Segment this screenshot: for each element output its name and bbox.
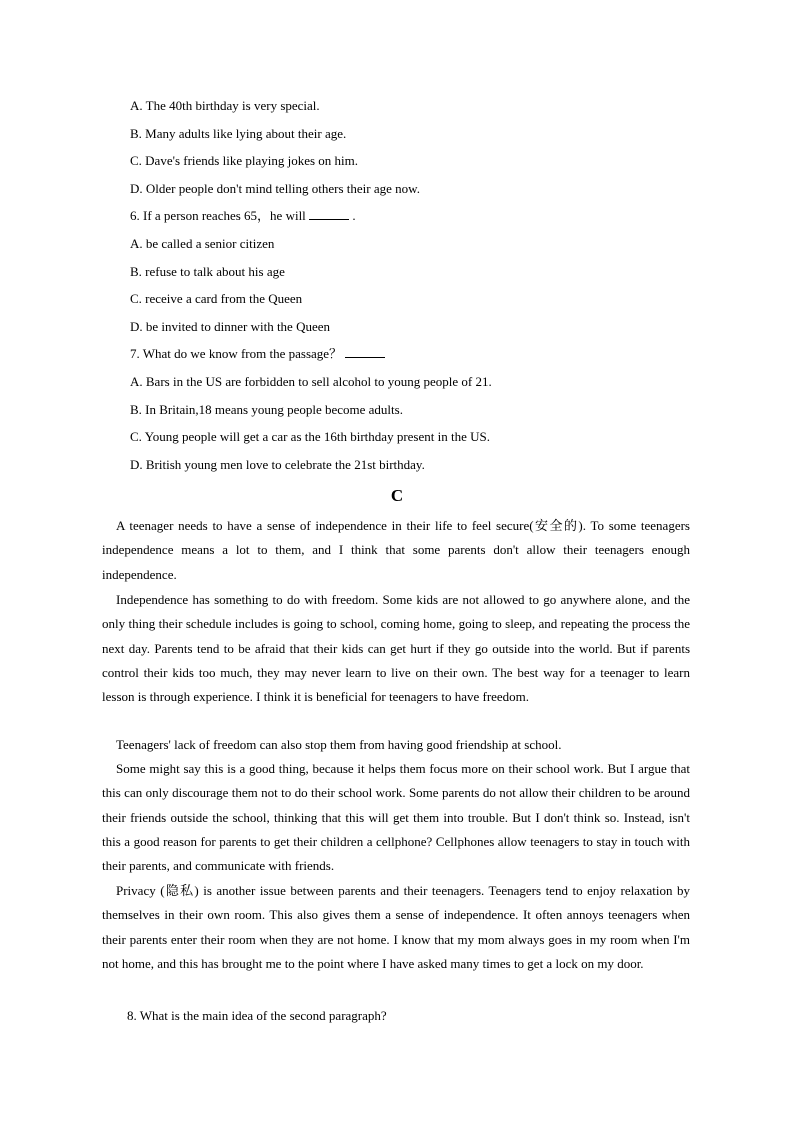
question-7	[130, 346, 385, 362]
paragraph-2: Independence has something to do with freedom. Some kids are not allowed to go anywhere alone, and the only thing their schedule includes is going to school, coming home, going to sleep, and repeating the process the next day. Parents tend to be afraid that their kids can get hurt if they go outside into the world. But if parents control their kids too much, they may never learn to live on their own. The best way for a teenager to learn lesson is through experience. I think it is beneficial for teenagers to have freedom.	[102, 592, 690, 705]
q5-option-c: C. Dave's friends like playing jokes on him.	[130, 153, 359, 168]
q7-option-c: C. Young people will get a car as the 16th birthday present in the US.	[130, 429, 490, 444]
question-7-text: 7. What do we know from the passage？	[130, 346, 343, 361]
answer-blank	[309, 208, 349, 220]
q6-option-c: C. receive a card from the Queen	[130, 291, 303, 306]
q5-option-d: D. Older people don't mind telling others their age now.	[130, 181, 420, 196]
question-6-end: .	[352, 208, 356, 223]
q6-option-d: D. be invited to dinner with the Queen	[130, 319, 331, 334]
question-6-text: 6. If a person reaches 65，he will	[130, 208, 306, 223]
q6-option-b: B. refuse to talk about his age	[130, 264, 285, 279]
q7-option-d: D. British young men love to celebrate the 21st birthday.	[130, 457, 425, 472]
q5-option-b: B. Many adults like lying about their age.	[130, 126, 347, 141]
section-heading: C	[390, 486, 404, 505]
paragraph-3: Teenagers' lack of freedom can also stop them from having good friendship at school.	[116, 737, 562, 752]
q7-option-b: B. In Britain,18 means young people become adults.	[130, 402, 403, 417]
question-6	[130, 208, 356, 224]
q7-option-a: A. Bars in the US are forbidden to sell alcohol to young people of 21.	[130, 374, 492, 389]
answer-blank	[345, 346, 385, 358]
paragraph-1: A teenager needs to have a sense of independence in their life to feel secure(安全的). To some teenagers independence means a lot to them, and I think that some parents don't allow their teenagers enough independence.	[102, 518, 690, 582]
q5-option-a: A. The 40th birthday is very special.	[130, 98, 320, 113]
q6-option-a: A. be called a senior citizen	[130, 236, 275, 251]
paragraph-5: Privacy (隐私) is another issue between parents and their teenagers. Teenagers tend to enjoy relaxation by themselves in their own room. This also gives them a sense of independence. It often annoys teenagers when their parents enter their room when they are not home. I know that my mom always goes in my room when I'm not home, and this has brought me to the point where I have asked many times to get a lock on my door.	[102, 883, 690, 971]
question-8: 8. What is the main idea of the second paragraph?	[127, 1008, 387, 1023]
paragraph-4: Some might say this is a good thing, because it helps them focus more on their school work. But I argue that this can only discourage them not to do their school work. Some parents do not allow their children to be around their friends outside the school, thinking that this will get them into trouble. But I don't think so. Instead, isn't this a good reason for parents to get their children a cellphone? Cellphones allow teenagers to stay in touch with their parents, and communicate with friends.	[102, 761, 690, 874]
